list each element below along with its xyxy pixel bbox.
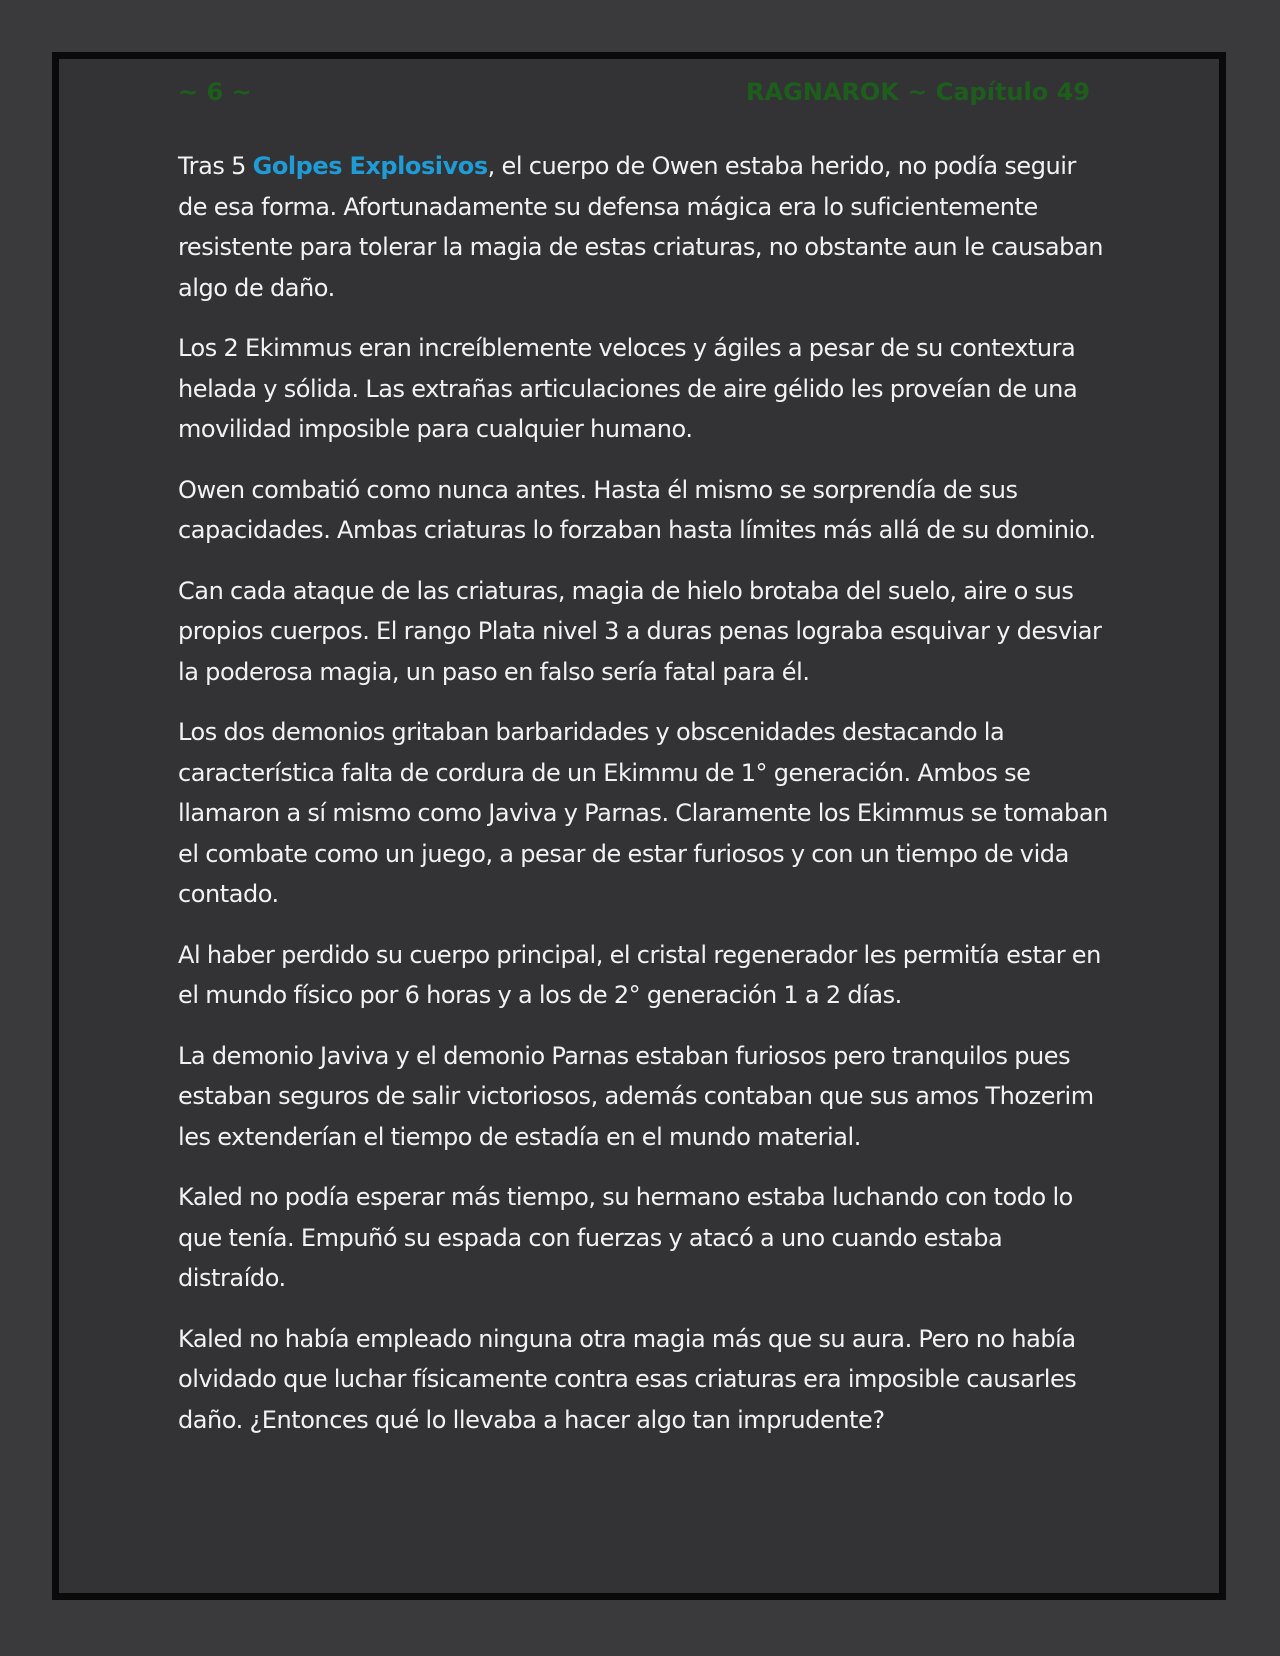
paragraph-4: Can cada ataque de las criaturas, magia de hielo brotaba del suelo, aire o sus propios cuerpos. El rango Plata nivel 3 a duras penas lograba esquivar y desviar la poderosa magia, un paso en falso sería fatal para él. bbox=[178, 576, 1102, 686]
paragraph-9: Kaled no había empleado ninguna otra magia más que su aura. Pero no había olvidado que luchar físicamente contra esas criaturas era imposible causarles daño. ¿Entonces qué lo llevaba a hacer algo tan imprudente? bbox=[178, 1324, 1077, 1434]
chapter-text bbox=[178, 146, 1108, 1460]
paragraph-8: Kaled no podía esperar más tiempo, su hermano estaba luchando con todo lo que tenía. Empuñó su espada con fuerzas y atacó a uno cuando estaba distraído. bbox=[178, 1183, 1073, 1292]
paragraph-1-after: , el cuerpo de Owen estaba herido, no podía seguir de esa forma. Afortunadamente su defensa mágica era lo suficientemente resistente para tolerar la magia de estas criaturas, no obstante aun le causaban algo de daño. bbox=[178, 152, 1103, 302]
paragraph-7: La demonio Javiva y el demonio Parnas estaban furiosos pero tranquilos pues estaban seguros de salir victoriosos, además contaban que sus amos Thozerim les extenderían el tiempo de estadía en el mundo material. bbox=[178, 1041, 1094, 1151]
page-header bbox=[178, 78, 1090, 110]
running-title: RAGNAROK ~ Capítulo 49 bbox=[746, 78, 1090, 106]
paragraph-3: Owen combatió como nunca antes. Hasta él mismo se sorprendía de sus capacidades. Ambas criaturas lo forzaban hasta límites más allá de su dominio. bbox=[178, 475, 1096, 544]
paragraph-1-before: Tras 5 bbox=[178, 152, 253, 180]
page-number: ~ 6 ~ bbox=[178, 78, 252, 106]
highlighted-term: Golpes Explosivos bbox=[252, 152, 488, 180]
paragraph-1 bbox=[178, 146, 1108, 308]
paragraph-2: Los 2 Ekimmus eran increíblemente veloces y ágiles a pesar de su contextura helada y sólida. Las extrañas articulaciones de aire gélido les proveían de una movilidad imposible para cualquier humano. bbox=[178, 334, 1078, 443]
paragraph-5: Los dos demonios gritaban barbaridades y obscenidades destacando la característica falta de cordura de un Ekimmu de 1° generación. Ambos se llamaron a sí mismo como Javiva y Parnas. Claramente los Ekimmus se tomaban el combate como un juego, a pesar de estar furiosos y con un tiempo de vida contado. bbox=[178, 718, 1108, 908]
paragraph-6: Al haber perdido su cuerpo principal, el cristal regenerador les permitía estar en el mundo físico por 6 horas y a los de 2° generación 1 a 2 días. bbox=[178, 940, 1101, 1009]
